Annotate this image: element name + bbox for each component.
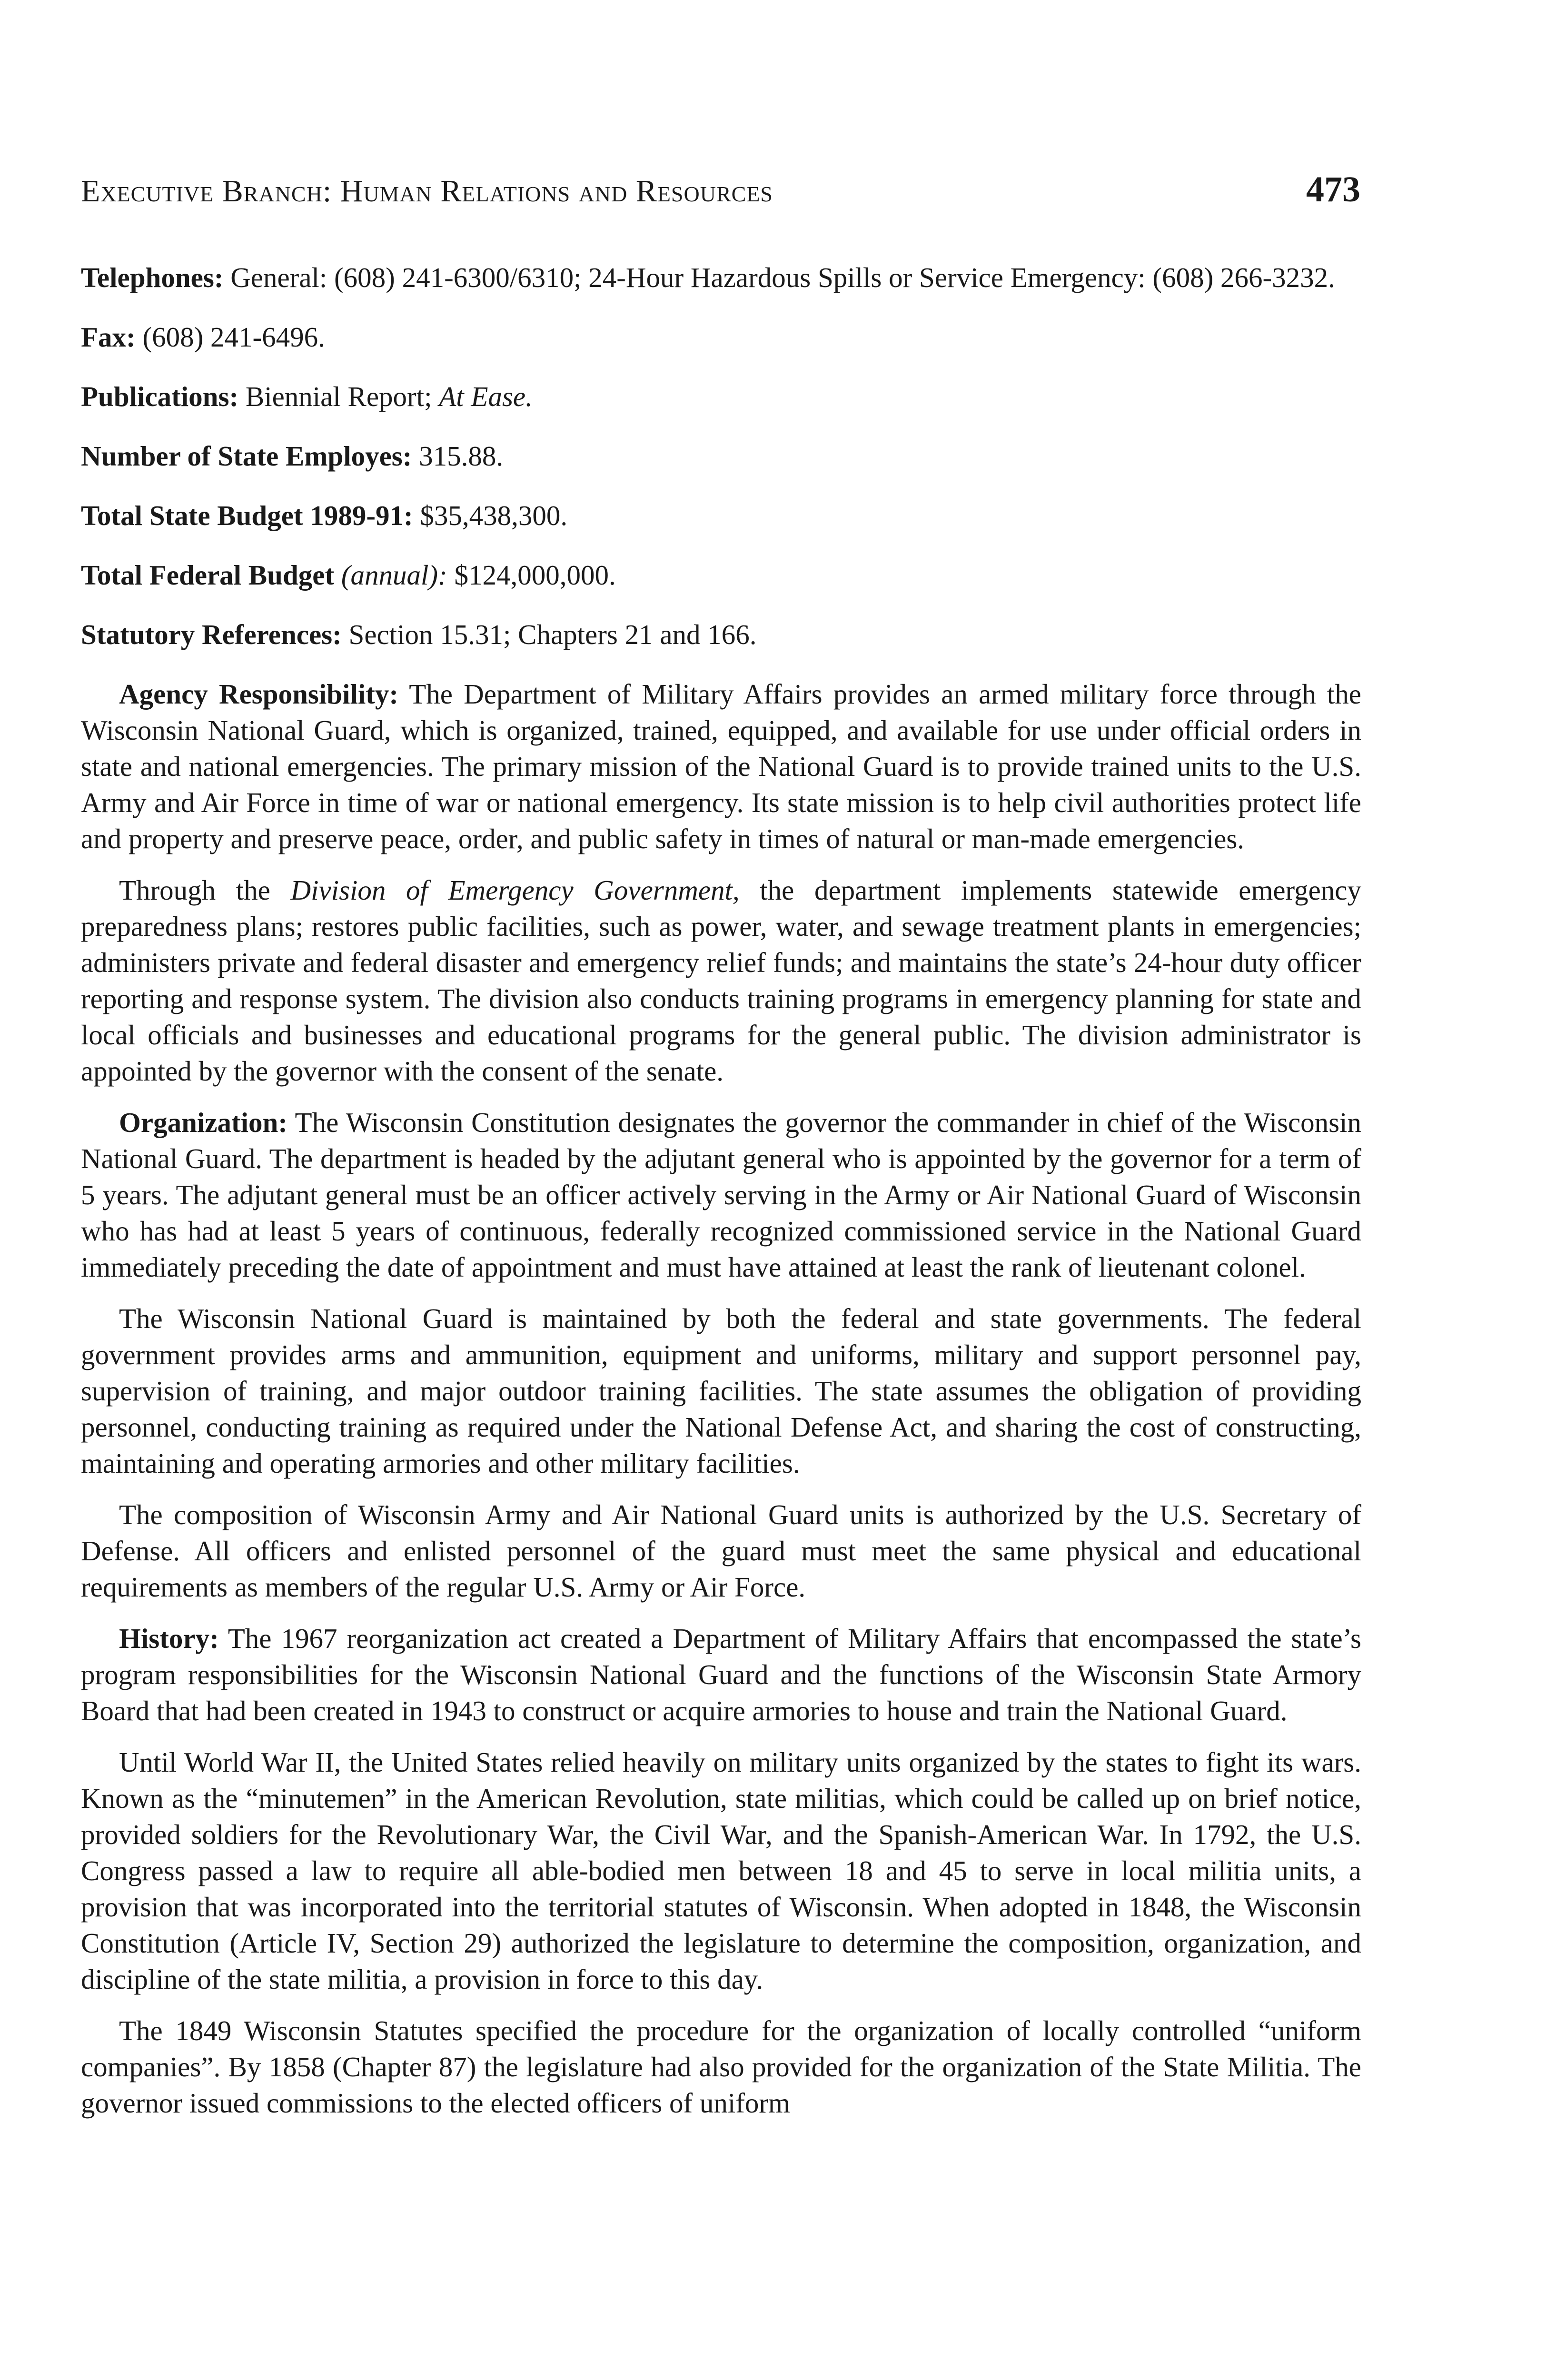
publications-value: Biennial Report; — [245, 381, 432, 412]
publications-item — [81, 378, 1361, 415]
history-label: History: — [119, 1623, 219, 1654]
employes-label: Number of State Employes: — [81, 440, 412, 472]
ww2-text: Until World War II, the United States relied heavily on military units organized by the states to fight its wars. Known as the “minutemen” in the American Revolution, state militias, which could be called up on brief notice, provided soldiers for the Revolutionary War, the Civil War, and the Spanish-American War. In 1792, the U.S. Congress passed a law to require all able-bodied men between 18 and 45 to serve in local militia units, a provision that was incorporated into the territorial statutes of Wisconsin. When adopted in 1848, the Wisconsin Constitution (Article IV, Section 29) authorized the legislature to determine the composition, organization, and discipline of the state militia, a provision in force to this day. — [81, 1746, 1361, 1995]
organization-paragraph — [81, 1104, 1361, 1285]
federal-budget-qualifier: (annual): — [341, 559, 447, 591]
state-budget-label: Total State Budget 1989-91: — [81, 500, 413, 531]
publications-label: Publications: — [81, 381, 239, 412]
page-content — [81, 259, 1361, 2136]
agency-text: The Department of Military Affairs provides an armed military force through the Wisconsin National Guard, which is organized, trained, equipped, and available for use under official orders in state and national emergencies. The primary mission of the National Guard is to provide trained units to the U.S. Army and Air Force in time of war or national emergency. Its state mission is to help civil authorities protect life and property and preserve peace, order, and public safety in times of natural or man-made emergencies. — [81, 678, 1361, 854]
composition-paragraph — [81, 1497, 1361, 1605]
fax-item — [81, 319, 1361, 355]
emergency-text: the department implements statewide emergency preparedness plans; restores public facilities, such as power, water, and sewage treatment plants in emergencies; administers private and federal disaster and emergency relief funds; and maintains the state’s 24-hour duty officer reporting and response system. The division also conducts training programs in emergency planning for state and local officials and businesses and educational programs for the general public. The division administrator is appointed by the governor with the consent of the senate. — [81, 874, 1361, 1087]
running-head: Executive Branch: Human Relations and Resources — [81, 174, 773, 208]
emergency-lead: Through the — [119, 874, 270, 906]
employes-item — [81, 438, 1361, 474]
emergency-paragraph — [81, 872, 1361, 1089]
employes-value: 315.88. — [419, 440, 504, 472]
federal-budget-label: Total Federal Budget — [81, 559, 335, 591]
federal-budget-value: $124,000,000. — [454, 559, 616, 591]
statutory-item — [81, 616, 1361, 653]
federal-budget-item — [81, 557, 1361, 593]
page-header — [81, 169, 1360, 210]
emergency-division-name: Division of Emergency Government, — [290, 874, 740, 906]
page-number: 473 — [1306, 169, 1360, 209]
telephones-value: General: (608) 241-6300/6310; 24-Hour Hazardous Spills or Service Emergency: (608) 266-3232. — [230, 262, 1335, 293]
agency-label: Agency Responsibility: — [119, 678, 399, 710]
fax-label: Fax: — [81, 321, 136, 353]
state-budget-value: $35,438,300. — [420, 500, 568, 531]
agency-paragraph — [81, 676, 1361, 857]
fax-value: (608) 241-6496. — [142, 321, 325, 353]
history-text: The 1967 reorganization act created a Department of Military Affairs that encompassed the state’s program responsibilities for the Wisconsin National Guard and the functions of the Wisconsin State Armory Board that had been created in 1943 to construct or acquire armories to house and train the National Guard. — [81, 1623, 1361, 1726]
maintained-text: The Wisconsin National Guard is maintained by both the federal and state governments. The federal government provides arms and ammunition, equipment and uniforms, military and support personnel pay, supervision of training, and major outdoor training facilities. The state assumes the obligation of providing personnel, conducting training as required under the National Defense Act, and sharing the cost of constructing, maintaining and operating armories and other military facilities. — [81, 1303, 1361, 1479]
history-paragraph — [81, 1620, 1361, 1729]
organization-label: Organization: — [119, 1107, 287, 1138]
composition-text: The composition of Wisconsin Army and Air National Guard units is authorized by the U.S. Secretary of Defense. All officers and enlisted personnel of the guard must meet the same physical and educational requirements as members of the regular U.S. Army or Air Force. — [81, 1499, 1361, 1603]
publications-italic: At Ease. — [439, 381, 533, 412]
ww2-paragraph — [81, 1744, 1361, 1997]
telephones-item — [81, 259, 1361, 296]
state-budget-item — [81, 497, 1361, 534]
telephones-label: Telephones: — [81, 262, 224, 293]
statutory-label: Statutory References: — [81, 619, 342, 650]
statutes-text: The 1849 Wisconsin Statutes specified the procedure for the organization of locally controlled “uniform companies”. By 1858 (Chapter 87) the legislature had also provided for the organization of the State Militia. The governor issued commissions to the elected officers of uniform — [81, 2015, 1361, 2119]
statutory-value: Section 15.31; Chapters 21 and 166. — [348, 619, 757, 650]
maintained-paragraph — [81, 1300, 1361, 1481]
statutes-paragraph — [81, 2013, 1361, 2121]
organization-text: The Wisconsin Constitution designates the governor the commander in chief of the Wisconsin National Guard. The department is headed by the adjutant general who is appointed by the governor for a term of 5 years. The adjutant general must be an officer actively serving in the Army or Air National Guard of Wisconsin who has had at least 5 years of continuous, federally recognized commissioned service in the National Guard immediately preceding the date of appointment and must have attained at least the rank of lieutenant colonel. — [81, 1107, 1362, 1283]
